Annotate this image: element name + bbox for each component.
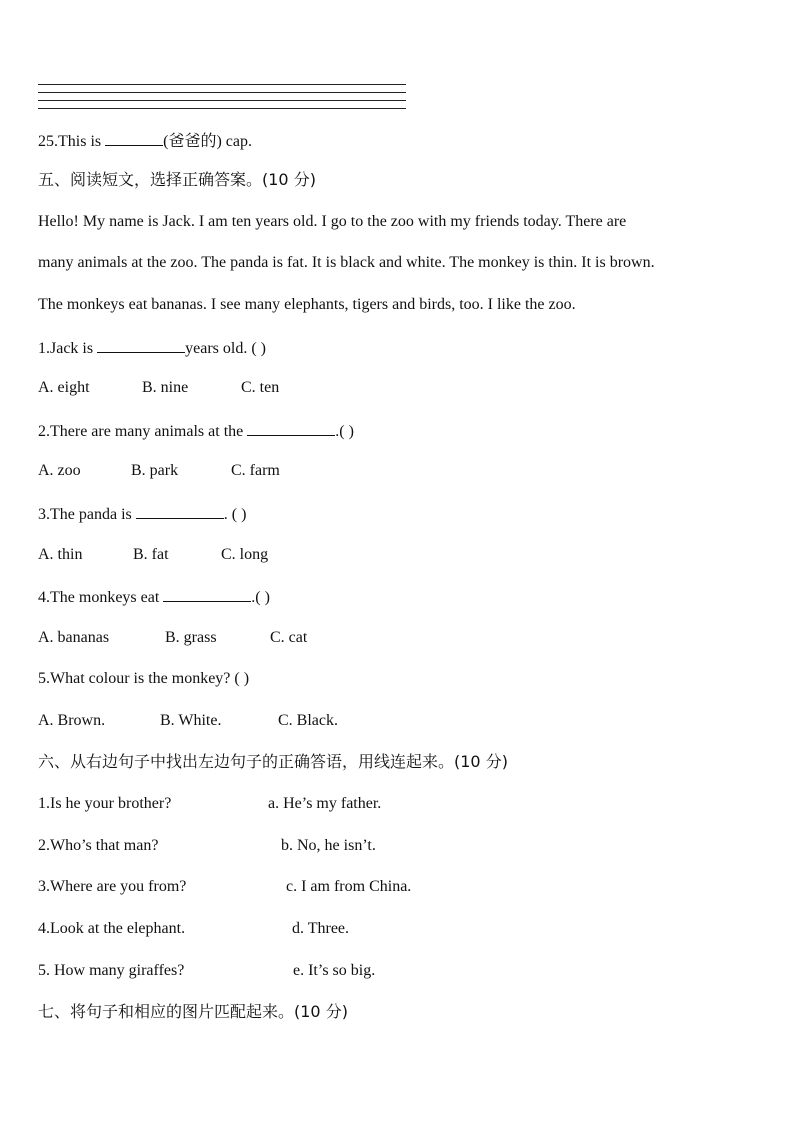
question-text: 2.There are many animals at the bbox=[38, 423, 248, 440]
option-a[interactable]: A. zoo bbox=[38, 462, 81, 479]
matching-right[interactable]: d. Three. bbox=[292, 920, 350, 937]
writing-lines bbox=[38, 84, 406, 116]
option-a[interactable]: A. Brown. bbox=[38, 712, 106, 729]
writing-line bbox=[38, 108, 406, 109]
question-text: 3.The panda is bbox=[38, 506, 136, 523]
question-25 bbox=[38, 130, 252, 152]
option-b[interactable]: B. nine bbox=[142, 379, 189, 396]
question-text: 5.What colour is the monkey? ( ) bbox=[38, 670, 250, 687]
matching-right[interactable]: b. No, he isn’t. bbox=[281, 837, 376, 854]
reading-question-5 bbox=[38, 669, 249, 689]
matching-right[interactable]: c. I am from China. bbox=[286, 878, 412, 895]
option-c[interactable]: C. farm bbox=[231, 462, 280, 479]
option-c[interactable]: C. ten bbox=[241, 379, 280, 396]
passage-line: many animals at the zoo. The panda is fat. It is black and white. The monkey is thin. It is brown. bbox=[38, 254, 655, 271]
answer-blank[interactable] bbox=[105, 130, 163, 146]
reading-question-1 bbox=[38, 337, 266, 359]
matching-right[interactable]: e. It’s so big. bbox=[293, 962, 376, 979]
option-b[interactable]: B. park bbox=[131, 462, 179, 479]
option-c[interactable]: C. cat bbox=[270, 629, 308, 646]
matching-left[interactable]: 3.Where are you from? bbox=[38, 878, 187, 895]
option-a[interactable]: A. bananas bbox=[38, 629, 110, 646]
reading-question-3 bbox=[38, 503, 246, 525]
question-text-end: .( ) bbox=[335, 423, 354, 440]
reading-question-4 bbox=[38, 586, 270, 608]
question-text: 1.Jack is bbox=[38, 340, 98, 357]
option-c[interactable]: C. long bbox=[221, 546, 269, 563]
option-b[interactable]: B. fat bbox=[133, 546, 169, 563]
answer-blank[interactable] bbox=[247, 420, 335, 436]
answer-blank[interactable] bbox=[97, 337, 185, 353]
section-7-title: 七、将句子和相应的图片匹配起来。(10 分) bbox=[38, 1002, 348, 1021]
option-c[interactable]: C. Black. bbox=[278, 712, 338, 729]
writing-line bbox=[38, 84, 406, 85]
answer-blank[interactable] bbox=[136, 503, 224, 519]
section-5-title: 五、阅读短文，选择正确答案。(10 分) bbox=[38, 170, 316, 189]
question-text-end: .( ) bbox=[251, 589, 270, 606]
matching-left[interactable]: 1.Is he your brother? bbox=[38, 795, 172, 812]
writing-line bbox=[38, 92, 406, 93]
matching-left[interactable]: 2.Who’s that man? bbox=[38, 837, 159, 854]
question-25-hint: (爸爸的) cap. bbox=[163, 133, 252, 150]
matching-right[interactable]: a. He’s my father. bbox=[268, 795, 382, 812]
passage-line: The monkeys eat bananas. I see many elephants, tigers and birds, too. I like the zoo. bbox=[38, 296, 576, 313]
question-25-prefix: 25.This is bbox=[38, 133, 106, 150]
reading-question-2 bbox=[38, 420, 354, 442]
matching-left[interactable]: 5. How many giraffes? bbox=[38, 962, 185, 979]
section-6-title: 六、从右边句子中找出左边句子的正确答语，用线连起来。(10 分) bbox=[38, 752, 508, 771]
writing-line bbox=[38, 100, 406, 101]
option-b[interactable]: B. grass bbox=[165, 629, 217, 646]
option-b[interactable]: B. White. bbox=[160, 712, 222, 729]
passage-line: Hello! My name is Jack. I am ten years old. I go to the zoo with my friends today. There are bbox=[38, 213, 627, 230]
option-a[interactable]: A. eight bbox=[38, 379, 90, 396]
question-text-end: years old. ( ) bbox=[185, 340, 266, 357]
question-text: 4.The monkeys eat bbox=[38, 589, 164, 606]
question-text-end: . ( ) bbox=[223, 506, 247, 523]
option-a[interactable]: A. thin bbox=[38, 546, 83, 563]
matching-left[interactable]: 4.Look at the elephant. bbox=[38, 920, 186, 937]
answer-blank[interactable] bbox=[163, 586, 251, 602]
